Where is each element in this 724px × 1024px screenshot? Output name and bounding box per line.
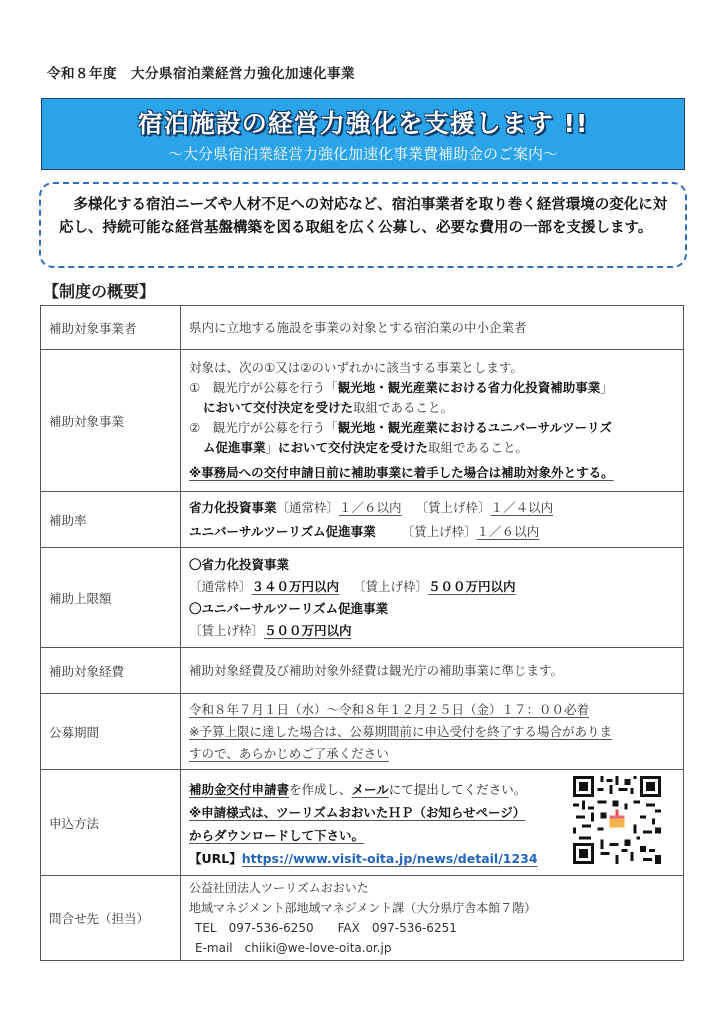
target-project-cell xyxy=(181,350,684,492)
banner-subtitle: ～大分県宿泊業経営力強化加速化事業費補助金のご案内～ xyxy=(167,145,558,163)
period-note-cont: すので、あらかじめご了承ください xyxy=(189,745,389,761)
apply-line-2: ※申請様式は、ツーリズムおおいたＨＰ（お知らせページ） xyxy=(189,804,526,820)
contact-email: E-mail chiiki@we-love-oita.or.jp xyxy=(195,941,392,955)
limit-heading-2: 〇ユニバーサルツーリズム促進事業 xyxy=(189,600,389,616)
target-project-item-2-cont: ム促進事業」において交付決定を受けた取組であること。 xyxy=(203,440,529,455)
apply-line-3: からダウンロードして下さい。 xyxy=(189,827,365,843)
table-row xyxy=(41,306,684,350)
rate-line-2: ユニバーサルツーリズム促進事業 〔賃上げ枠〕１／６以内 xyxy=(189,523,540,539)
contact-org: 公益社団法人ツーリズムおおいた xyxy=(189,881,369,895)
limit-line-2: 〔賃上げ枠〕５００万円以内 xyxy=(189,622,352,638)
contact-tel-fax: TEL 097-536-6250 FAX 097-536-6251 xyxy=(195,921,457,935)
table-row xyxy=(41,548,684,648)
target-project-note: ※事務局への交付申請日前に補助事業に着手した場合は補助対象外とする。 xyxy=(189,465,614,480)
rate-line-1: 省力化投資事業〔通常枠〕１／６以内 〔賃上げ枠〕１／４以内 xyxy=(189,499,554,515)
target-project-line: 対象は、次の①又は②のいずれかに該当する事業とします。 xyxy=(189,360,523,375)
row-label: 補助対象経費 xyxy=(41,648,181,694)
apply-cell xyxy=(181,770,684,876)
title-banner xyxy=(41,98,685,170)
apply-line-1: 補助金交付申請書を作成し、メールにて提出してください。 xyxy=(189,781,527,797)
table-row xyxy=(41,648,684,694)
apply-url-link[interactable]: https://www.visit-oita.jp/news/detail/1234 xyxy=(241,850,538,866)
apply-url-line: 【URL】https://www.visit-oita.jp/news/detail/1234 xyxy=(189,850,538,866)
period-dates: 令和８年７月１日（水）～令和８年１２月２５日（金）１７：００必着 xyxy=(189,701,590,717)
table-row xyxy=(41,350,684,492)
period-cell xyxy=(181,694,684,770)
intro-box xyxy=(39,182,687,268)
contact-dept: 地域マネジメント部地域マネジメント課（大分県庁舎本館７階） xyxy=(189,901,537,915)
row-label: 問合せ先（担当） xyxy=(41,876,181,961)
program-year-label: 令和８年度 大分県宿泊業経営力強化加速化事業 xyxy=(47,66,355,82)
contact-cell xyxy=(181,876,684,961)
rate-cell xyxy=(181,492,684,548)
banner-title: 宿泊施設の経営力強化を支援します !! xyxy=(137,109,589,138)
row-label: 補助率 xyxy=(41,492,181,548)
limit-heading-1: 〇省力化投資事業 xyxy=(189,556,290,572)
row-label: 補助対象事業者 xyxy=(41,306,181,350)
intro-text: 多様化する宿泊ニーズや人材不足への対応など、宿泊事業者を取り巻く経営環境の変化に対応し、持続可能な経営基盤構築を図る取組を広く公募し、必要な費用の一部を支援します。 xyxy=(59,197,668,236)
target-project-item-1-cont: において交付決定を受けた取組であること。 xyxy=(203,400,454,415)
table-row xyxy=(41,492,684,548)
row-label: 申込方法 xyxy=(41,770,181,876)
table-row xyxy=(41,694,684,770)
expense-text: 補助対象経費及び補助対象外経費は観光庁の補助事業に準じます。 xyxy=(181,648,684,694)
section-title: 【制度の概要】 xyxy=(43,282,156,301)
row-label: 公募期間 xyxy=(41,694,181,770)
summary-table xyxy=(40,305,684,961)
limit-cell xyxy=(181,548,684,648)
target-business-text: 県内に立地する施設を事業の対象とする宿泊業の中小企業者 xyxy=(181,306,684,350)
target-project-item-2: ② 観光庁が公募を行う「観光地・観光産業におけるユニバーサルツーリズ xyxy=(189,420,612,435)
target-project-item-1: ① 観光庁が公募を行う「観光地・観光産業における省力化投資補助事業」 xyxy=(189,380,613,395)
qr-code-icon xyxy=(573,776,661,864)
period-note: ※予算上限に達した場合は、公募期間前に申込受付を終了する場合がありま xyxy=(189,723,612,739)
table-row xyxy=(41,770,684,876)
table-row xyxy=(41,876,684,961)
row-label: 補助対象事業 xyxy=(41,350,181,492)
row-label: 補助上限額 xyxy=(41,548,181,648)
limit-line-1: 〔通常枠〕３４０万円以内 〔賃上げ枠〕５００万円以内 xyxy=(189,578,516,594)
